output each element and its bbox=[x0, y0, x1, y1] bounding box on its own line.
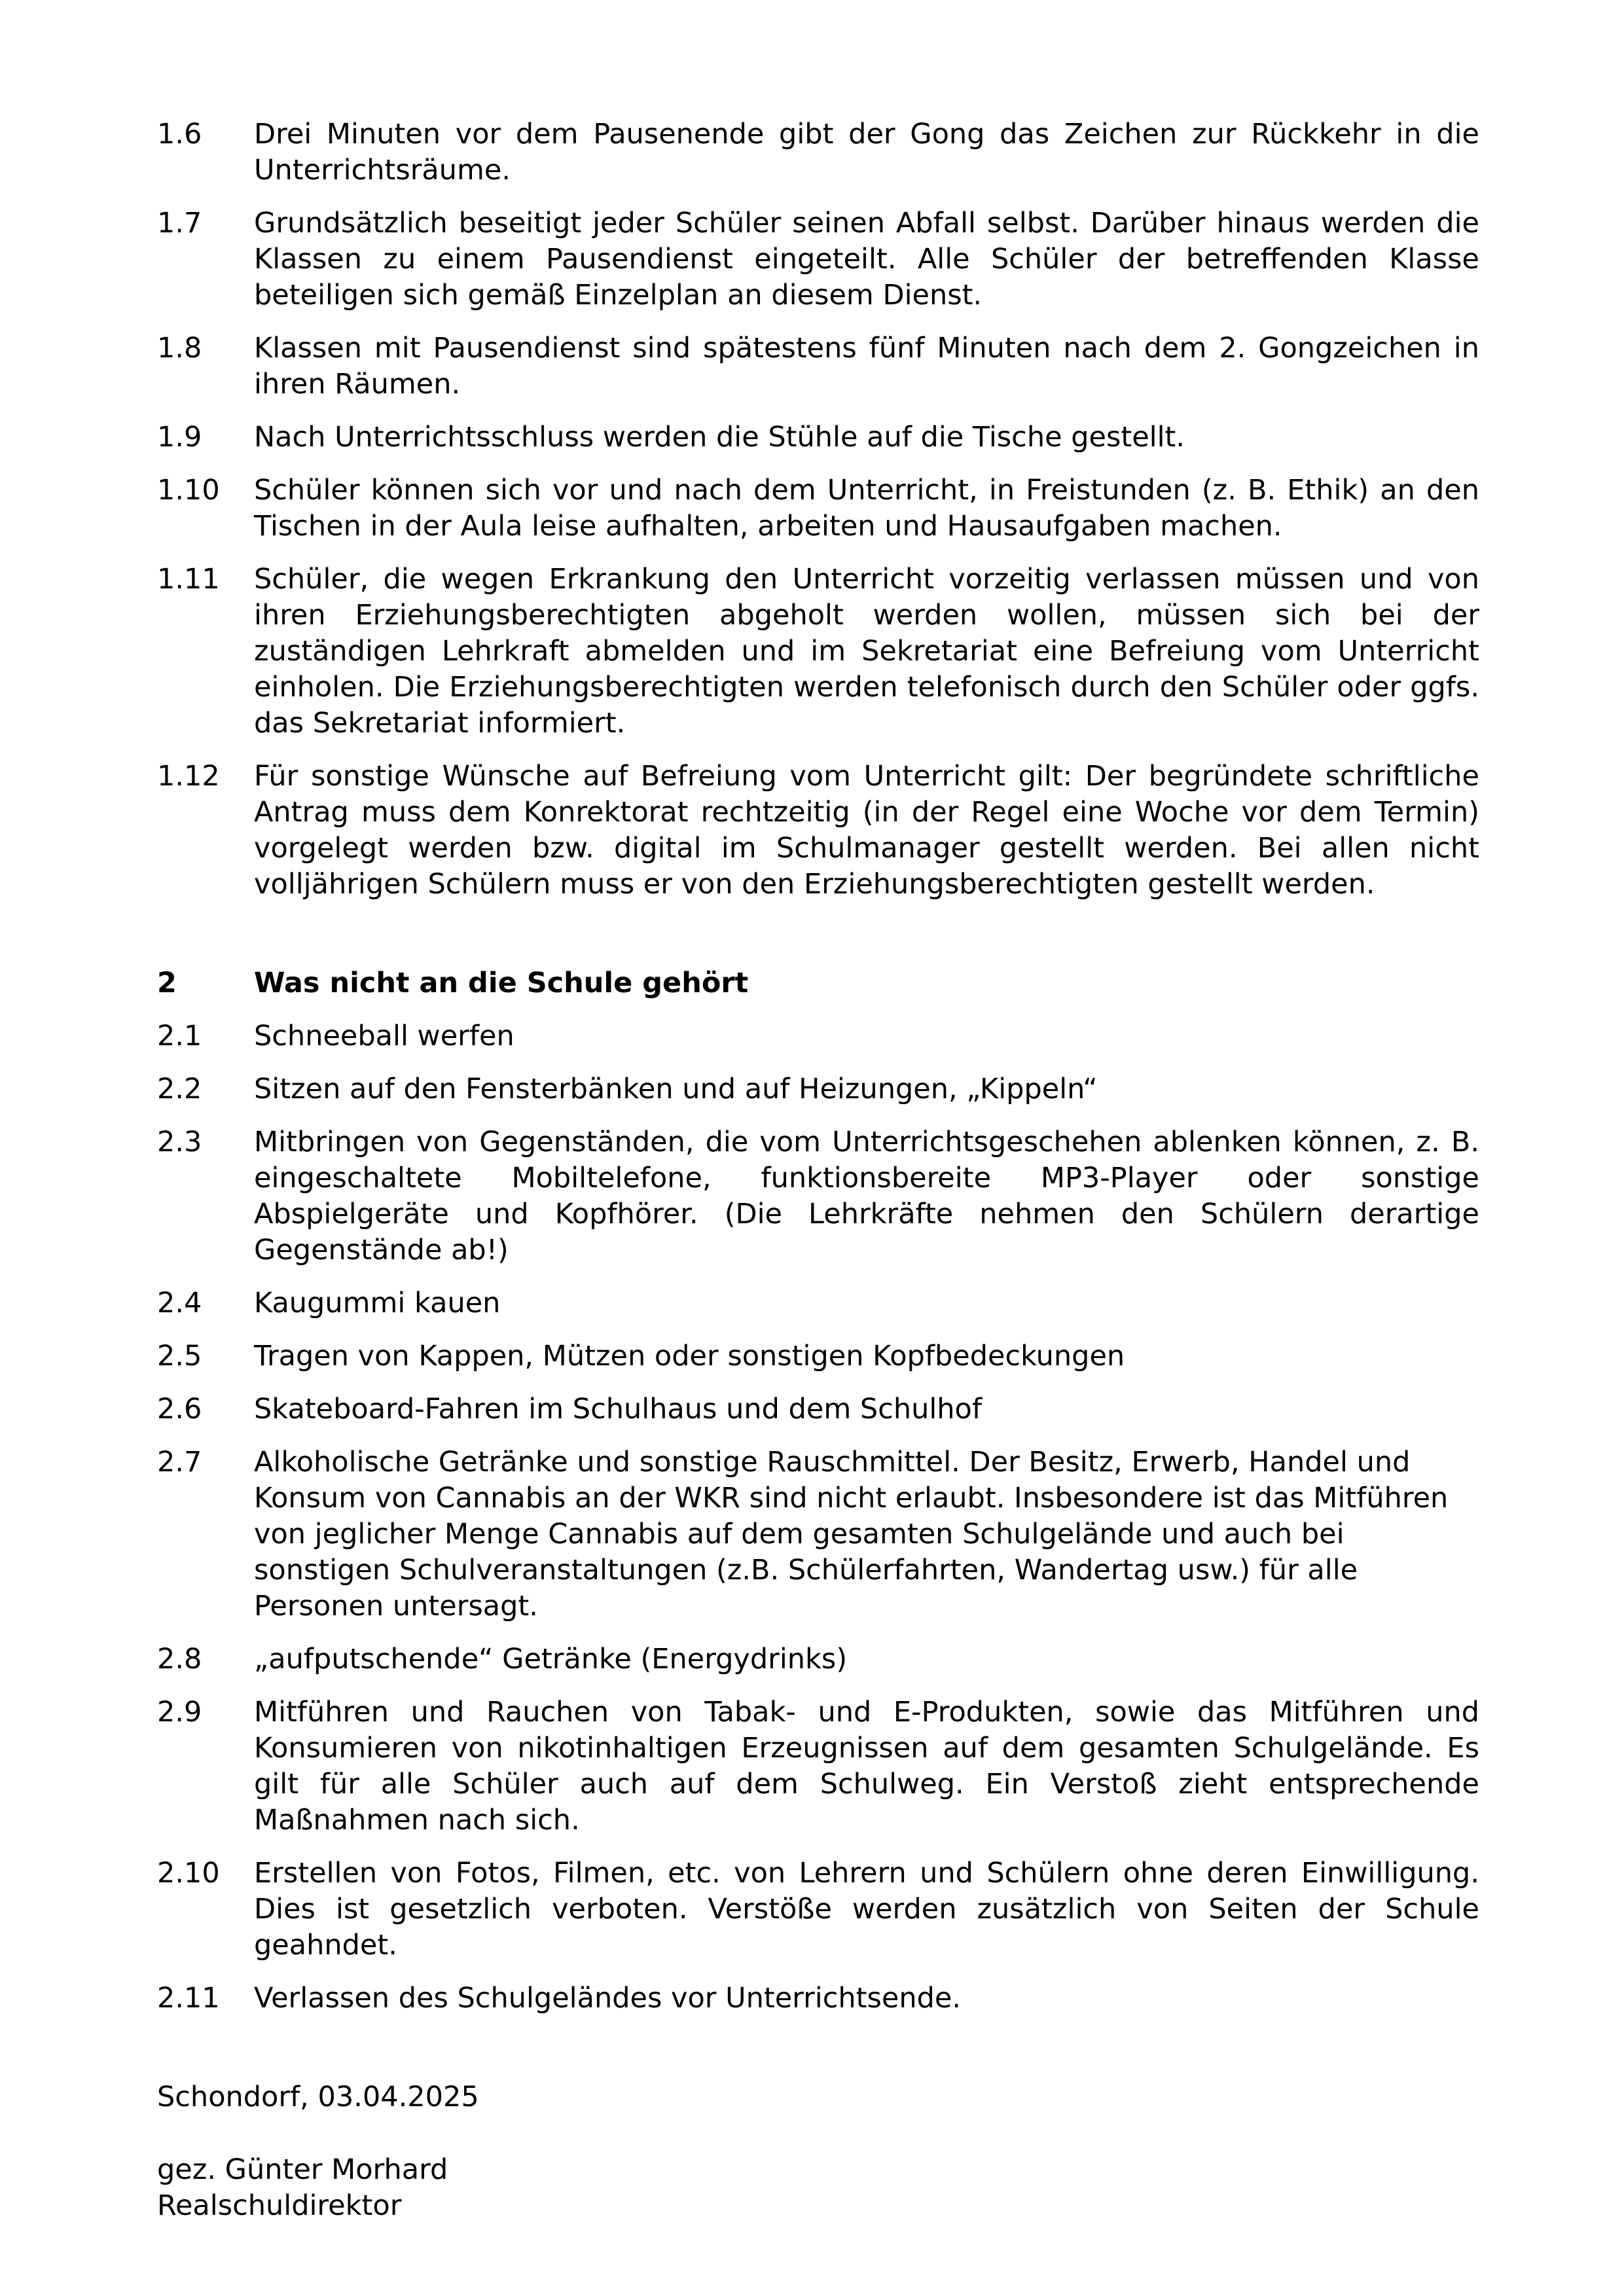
signature-role: Realschuldirektor bbox=[157, 2189, 402, 2222]
item-number: 1.6 bbox=[157, 118, 202, 151]
item-number: 1.8 bbox=[157, 332, 202, 365]
item-number: 1.7 bbox=[157, 207, 202, 240]
list-item bbox=[157, 1641, 1479, 1677]
list-item bbox=[157, 1338, 1479, 1374]
list-item bbox=[157, 473, 1479, 545]
item-text: Verlassen des Schulgeländes vor Unterrichtsende. bbox=[254, 1982, 961, 2015]
list-item bbox=[157, 1391, 1479, 1427]
item-text: Drei Minuten vor dem Pausenende gibt der Gong das Zeichen zur Rückkehr in die Unterrichtsräume. bbox=[254, 118, 1479, 187]
item-number: 2.10 bbox=[157, 1857, 220, 1890]
item-text: Mitbringen von Gegenständen, die vom Unterrichtsgeschehen ablenken können, z. B. eingeschaltete Mobiltelefone, funktionsbereite MP3-Player oder sonstige Abspielgeräte und Kopfhörer. (Die Lehrkräfte nehmen den Schülern derartige Gegenstände ab!) bbox=[254, 1126, 1479, 1266]
item-text: Kaugummi kauen bbox=[254, 1287, 501, 1319]
item-text: Sitzen auf den Fensterbänken und auf Heizungen, „Kippeln“ bbox=[254, 1073, 1098, 1105]
list-item bbox=[157, 1124, 1479, 1268]
list-item bbox=[157, 1695, 1479, 1839]
list-item bbox=[157, 1856, 1479, 1964]
section-1-list bbox=[157, 117, 1479, 903]
item-text: Schneeball werfen bbox=[254, 1020, 514, 1052]
item-number: 2.1 bbox=[157, 1020, 202, 1052]
item-number: 1.11 bbox=[157, 563, 220, 596]
item-number: 1.12 bbox=[157, 760, 220, 793]
item-text: Klassen mit Pausendienst sind spätestens fünf Minuten nach dem 2. Gongzeichen in ihren Räumen. bbox=[254, 332, 1479, 401]
item-number: 2.7 bbox=[157, 1446, 202, 1479]
section-title: Was nicht an die Schule gehört bbox=[254, 967, 749, 999]
item-text: Schüler, die wegen Erkrankung den Unterricht vorzeitig verlassen müssen und von ihren Erziehungsberechtigten abgeholt werden wollen, müssen sich bei der zuständigen Lehrkraft abmelden und im Sekretariat eine Befreiung vom Unterricht einholen. Die Erziehungsberechtigten werden telefonisch durch den Schüler oder ggfs. das Sekretariat informiert. bbox=[254, 563, 1479, 740]
item-number: 2.6 bbox=[157, 1393, 202, 1426]
item-text: Nach Unterrichtsschluss werden die Stühle auf die Tische gestellt. bbox=[254, 421, 1185, 454]
section-2-list bbox=[157, 1018, 1479, 2017]
item-number: 2.2 bbox=[157, 1073, 202, 1105]
item-text: Alkoholische Getränke und sonstige Rauschmittel. Der Besitz, Erwerb, Handel und Konsum von Cannabis an der WKR sind nicht erlaubt. Insbesondere ist das Mitführen von jeglicher Menge Cannabis auf dem gesamten Schulgelände und auch bei sonstigen Schulveranstaltungen (z.B. Schülerfahrten, Wandertag usw.) für alle Personen untersagt. bbox=[254, 1446, 1449, 1623]
item-number: 2.9 bbox=[157, 1696, 202, 1729]
list-item bbox=[157, 331, 1479, 403]
list-item bbox=[157, 420, 1479, 456]
list-item bbox=[157, 759, 1479, 903]
place-date: Schondorf, 03.04.2025 bbox=[157, 2081, 479, 2113]
item-text: Skateboard-Fahren im Schulhaus und dem Schulhof bbox=[254, 1393, 982, 1426]
item-text: Grundsätzlich beseitigt jeder Schüler seinen Abfall selbst. Darüber hinaus werden die Klassen zu einem Pausendienst eingeteilt. Alle Schüler der betreffenden Klasse beteiligen sich gemäß Einzelplan an diesem Dienst. bbox=[254, 207, 1479, 312]
list-item bbox=[157, 1018, 1479, 1054]
section-2-heading bbox=[157, 965, 1479, 1001]
item-text: Für sonstige Wünsche auf Befreiung vom Unterricht gilt: Der begründete schriftliche Antrag muss dem Konrektorat rechtzeitig (in der Regel eine Woche vor dem Termin) vorgelegt werden bzw. digital im Schulmanager gestellt werden. Bei allen nicht volljährigen Schülern muss er von den Erziehungsberechtigten gestellt werden. bbox=[254, 760, 1479, 901]
document-page bbox=[157, 117, 1479, 2224]
item-number: 2.5 bbox=[157, 1340, 202, 1372]
item-text: Tragen von Kappen, Mützen oder sonstigen Kopfbedeckungen bbox=[254, 1340, 1125, 1372]
item-number: 1.9 bbox=[157, 421, 202, 454]
item-text: Erstellen von Fotos, Filmen, etc. von Lehrern und Schülern ohne deren Einwilligung. Dies ist gesetzlich verboten. Verstöße werden zusätzlich von Seiten der Schule geahndet. bbox=[254, 1857, 1479, 1962]
document-footer bbox=[157, 2079, 1479, 2224]
section-number: 2 bbox=[157, 967, 177, 999]
item-number: 2.3 bbox=[157, 1126, 202, 1158]
list-item bbox=[157, 1071, 1479, 1107]
signature-name: gez. Günter Morhard bbox=[157, 2153, 448, 2186]
list-item bbox=[157, 117, 1479, 188]
signature-block bbox=[157, 2152, 1479, 2224]
list-item bbox=[157, 1981, 1479, 2017]
list-item bbox=[157, 562, 1479, 742]
item-text: Mitführen und Rauchen von Tabak- und E-Produkten, sowie das Mitführen und Konsumieren von nikotinhaltigen Erzeugnissen auf dem gesamten Schulgelände. Es gilt für alle Schüler auch auf dem Schulweg. Ein Verstoß zieht entsprechende Maßnahmen nach sich. bbox=[254, 1696, 1479, 1837]
list-item bbox=[157, 1444, 1479, 1624]
item-number: 2.8 bbox=[157, 1643, 202, 1676]
item-text: Schüler können sich vor und nach dem Unterricht, in Freistunden (z. B. Ethik) an den Tischen in der Aula leise aufhalten, arbeiten und Hausaufgaben machen. bbox=[254, 474, 1479, 543]
item-text: „aufputschende“ Getränke (Energydrinks) bbox=[254, 1643, 848, 1676]
item-number: 2.4 bbox=[157, 1287, 202, 1319]
list-item bbox=[157, 1285, 1479, 1321]
item-number: 1.10 bbox=[157, 474, 220, 507]
item-number: 2.11 bbox=[157, 1982, 220, 2015]
list-item bbox=[157, 206, 1479, 314]
